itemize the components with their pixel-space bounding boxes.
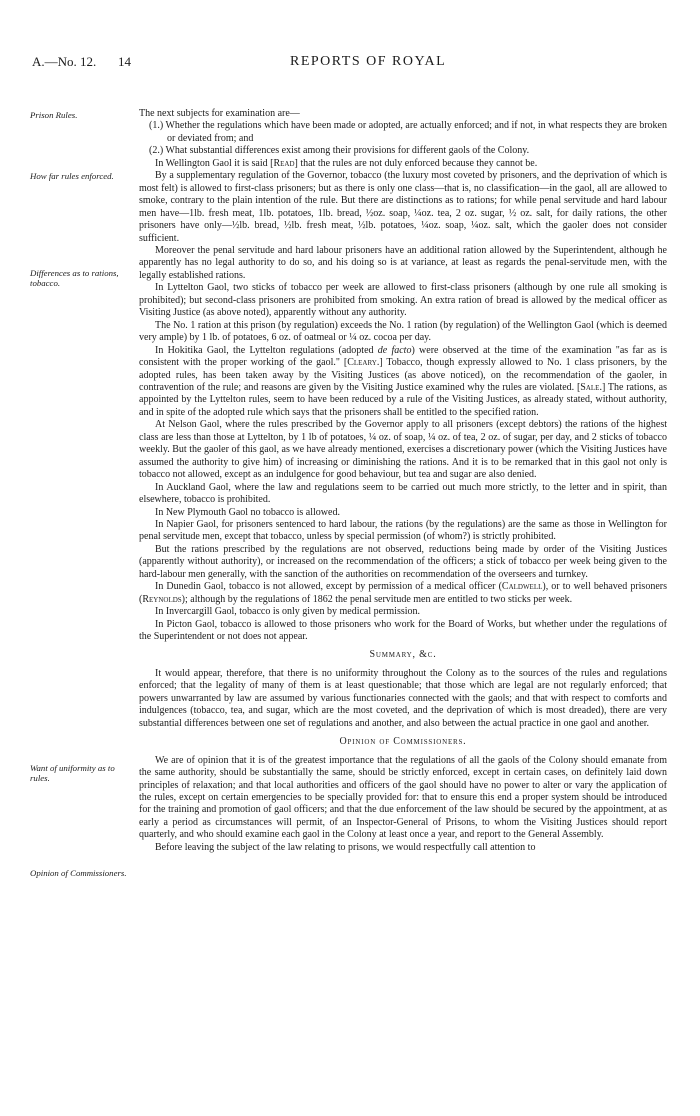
paragraph-opinion: We are of opinion that it is of the greatest importance that the regulations of all the gaols of the Colony should emanate from the same authority, should be substantially the same, should be strictly enforced, except in certain cases, on definitely laid down principles of relaxation; and that local authorities and officers of the gaol should have no power to alter or vary the application of the rules, except on certain emergencies to be specially provided for: that to ensure this end a proper system should be introduced for the training and promotion of gaol officers; and that the due enforcement of the law should be secured by the appointment, at as early a period as circumstances will permit, of an Inspector-General of Prisons, to whom the Visiting Justices should report quarterly, and who should examine each gaol in the Colony at least once a year, and report to the General Assembly. <box>139 754 667 841</box>
paragraph-additional-ration: Moreover the penal servitude and hard labour prisoners have an additional ration allowed by the Superintendent, although he apparently has no legal authority to do so, and his doing so is at variance, at least as regards the penal-servitude men, with the legally established rations. <box>139 244 667 281</box>
list-item-2: (2.) What substantial differences exist among their provisions for different gaols of the Colony. <box>149 145 530 157</box>
margin-note-differences-rations: Differences as to rations, tobacco. <box>30 268 119 288</box>
margin-note-prison-rules: Prison Rules. <box>30 110 78 120</box>
body-text <box>139 108 667 854</box>
evidence-reference: [Read] <box>270 157 298 169</box>
paragraph-auckland: In Auckland Gaol, where the law and regulations seem to be carried out much more strictly, to the letter and in spirit, than elsewhere, tobacco is prohibited. <box>139 481 667 506</box>
paragraph-summary: It would appear, therefore, that there is no uniformity throughout the Colony as to the sources of the rules and regulations enforced; that the legality of many of them is at least questionable; that those which are legal are not regularly enforced; that powers unwarranted by law are assumed by various functionaries connected with the gaols; and that with respect to comforts and indulgences (tobacco, tea, and sugar, which are the most coveted, and the deprivation of which is most dreaded), there are very substantial differences between one set of regulations and another, and also between the actual practice in one gaol and another. <box>139 667 667 729</box>
page-number: 14 <box>118 54 131 69</box>
running-title: REPORTS OF ROYAL <box>290 54 447 69</box>
margin-note-want-of-uniformity: Want of uniformity as to rules. <box>30 763 115 783</box>
paragraph-intro: The next subjects for examination are— <box>139 108 300 119</box>
paragraph-new-plymouth: In New Plymouth Gaol no tobacco is allowed. <box>155 506 340 518</box>
paragraph-picton: In Picton Gaol, tobacco is allowed to those prisoners who work for the Board of Works, but whether under the regulations of the Superintendent or not does not appear. <box>139 618 667 643</box>
page-header <box>0 54 700 74</box>
evidence-reference: [Cleary.] <box>343 357 383 369</box>
paragraph-napier-rations: But the rations prescribed by the regulations are not observed, reductions being made by order of the Visiting Justices (apparently without authority), or increased on the recommendation of the officers; a stick of tobacco per week being given to the hard-labour men generally, with the sanction of the authorities on recommendation of the overseers and turnkey. <box>139 543 667 580</box>
section-heading-summary: Summary, &c. <box>369 649 437 661</box>
paragraph-closing: Before leaving the subject of the law relating to prisons, we would respectfully call attention to <box>155 841 536 853</box>
document-reference: A.—No. 12. <box>32 54 97 69</box>
margin-note-opinion: Opinion of Commissioners. <box>30 868 127 878</box>
paragraph-invercargill: In Invercargill Gaol, tobacco is only given by medical permission. <box>155 606 421 618</box>
evidence-reference: [Sale.] <box>576 381 606 393</box>
paragraph-napier: In Napier Gaol, for prisoners sentenced to hard labour, the rations (by the regulations) are the same as those in Wellington for penal servitude men, except that tobacco, unless by special permission (of whom?) is strictly prohibited. <box>139 518 667 543</box>
margin-note-how-far-enforced: How far rules enforced. <box>30 171 114 181</box>
section-heading-opinion: Opinion of Commissioners. <box>339 736 467 748</box>
paragraph-lyttelton: In Lyttelton Gaol, two sticks of tobacco per week are allowed to first-class prisoners (although by one rule all smoking is prohibited); but second-class prisoners are prohibited from smoking. An extra ration of bread is allowed by the medical officer as Visiting Justice (as above noted), apparently without any authority. <box>139 282 667 319</box>
paragraph-dunedin: In Dunedin Gaol, tobacco is not allowed, except by permission of a medical officer (Caldwell), or to well behaved prisoners (Reynolds); although by the regulations of 1862 the penal servitude men are entitled to two sticks per week. <box>139 581 667 605</box>
paragraph-hokitika: In Hokitika Gaol, the Lyttelton regulations (adopted de facto) were observed at the time of the examination "as far as is consistent with the proper working of the gaol." [Cleary.] Tobacco, though expressly allowed to No. 1 class prisoners, by the adopted rules, has been taken away by the Visiting Justices (as above noticed), on the recommendation of the gaoler, in contravention of the rule; and reasons are given by the Visiting Justice examined why the rules are violated. [Sale.] The rations, as appointed by the Lyttelton rules, seem to have been reduced by a rule of the Visiting Justices, as already stated, without authority, and in spite of the adopted rule which says that the prisoners shall be entitled to the specified ration. <box>139 344 668 418</box>
list-item-1: (1.) Whether the regulations which have been made or adopted, are actually enforced; and if not, in what respects they are broken or deviated from; and <box>149 120 667 144</box>
evidence-reference: (Reynolds) <box>139 593 185 605</box>
paragraph-tobacco-regulation: By a supplementary regulation of the Governor, tobacco (the luxury most coveted by prisoners, and the deprivation of which is most felt) is allowed to first-class prisoners; but as there is only one class—that is, no classification—in the gaol, all are allowed to smoke, contrary to the plain intention of the rule. But there are distinctions as to rations; for while penal servitude and hard labour men have—1lb. fresh meat, 1lb. potatoes, 1lb. bread, ½oz. soap, ¼oz. tea, 2 oz. sugar, ½ oz. salt, for daily rations, the other prisoners have only—½lb. bread, ½lb. fresh meat, ½lb. potatoes, ¼oz. soap, ¼oz. salt, which the gaoler does not consider sufficient. <box>139 170 667 244</box>
evidence-reference: (Caldwell) <box>498 581 546 593</box>
paragraph-ration-comparison: The No. 1 ration at this prison (by regulation) exceeds the No. 1 ration (by regulation) of the Wellington Gaol (which is deemed very ample) by 1 lb. of potatoes, 6 oz. of oatmeal or ¼ oz. cocoa per day. <box>139 319 667 344</box>
paragraph-nelson: At Nelson Gaol, where the rules prescribed by the Governor apply to all prisoners (except debtors) the rations of the highest class are less than those at Lyttelton, by 1 lb of potatoes, ¼ oz. of soap, ¼ oz. of tea, 2 oz. of sugar, per day, and 2 sticks of tobacco weekly. But the gaoler of this gaol, as we have already mentioned, exercises a discretionary power (which the Visiting Justices have assumed the authority to give him) of increasing or diminishing the rations. And it is to be remarked that in this gaol not only is tobacco not allowed, except as an indulgence for good behaviour, but tea and sugar are also denied. <box>139 419 667 481</box>
paragraph-wellington: In Wellington Gaol it is said [Read] that the rules are not duly enforced because they cannot be. <box>155 157 538 169</box>
